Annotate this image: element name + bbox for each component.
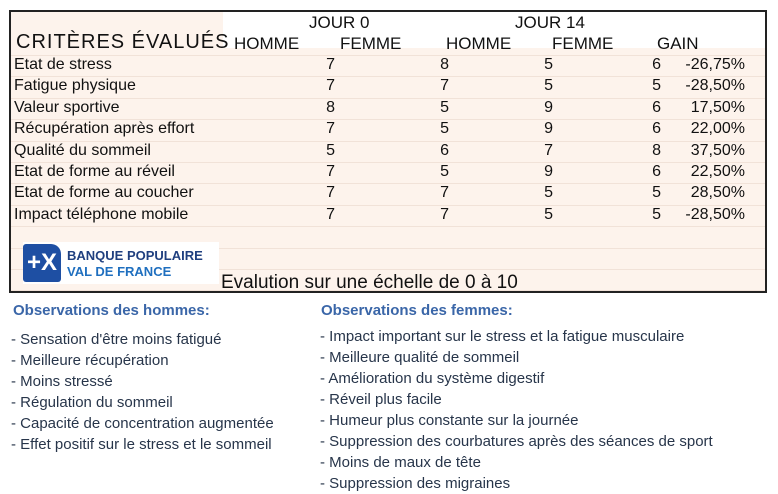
cell-f0: 5 [440, 163, 449, 180]
col-femme-day14: FEMME [552, 34, 614, 53]
observations-women-list [320, 326, 713, 494]
table-row [11, 184, 765, 205]
cell-h14: 5 [544, 77, 553, 95]
criterion-label: Etat de stress [14, 56, 112, 73]
cell-gain: 28,50% [690, 184, 745, 202]
observation-item: - Meilleure qualité de sommeil [320, 349, 520, 366]
cell-f0: 7 [440, 184, 449, 202]
criterion-label: Fatigue physique [14, 77, 136, 95]
criterion-label: Etat de forme au coucher [14, 184, 194, 202]
col-gain: GAIN [657, 34, 699, 53]
cell-h0: 7 [326, 77, 335, 95]
cell-f14: 8 [652, 141, 661, 159]
cell-h0: 7 [326, 184, 335, 202]
observation-item: - Impact important sur le stress et la fatigue musculaire [320, 328, 685, 345]
day14-header: JOUR 14 [515, 13, 585, 32]
observations-men-list [11, 329, 274, 455]
logo-text-line1: BANQUE POPULAIRE [67, 248, 203, 263]
cell-gain: -28,50% [685, 205, 745, 223]
cell-h0: 5 [326, 141, 335, 159]
col-homme-day14: HOMME [446, 34, 512, 53]
cell-f0: 5 [440, 98, 449, 116]
criterion-label: Impact téléphone mobile [14, 205, 189, 223]
cell-h14: 5 [544, 184, 553, 202]
cell-gain: 22,00% [690, 120, 745, 138]
criterion-label: Valeur sportive [14, 98, 120, 116]
observations-women-title: Observations des femmes: [321, 302, 513, 319]
criteria-title: CRITÈRES ÉVALUÉS [16, 31, 230, 53]
cell-f14: 6 [652, 98, 661, 116]
cell-h14: 7 [544, 141, 553, 159]
observation-item: - Effet positif sur le stress et le sommeil [11, 436, 272, 453]
observation-item: - Capacité de concentration augmentée [11, 415, 274, 432]
observation-item: - Moins de maux de tête [320, 454, 481, 471]
cell-f14: 6 [652, 56, 661, 73]
banque-populaire-icon: +X [23, 244, 61, 282]
cell-h0: 7 [326, 163, 335, 180]
observation-item: - Réveil plus facile [320, 391, 442, 408]
table-row [11, 206, 765, 227]
observation-item: - Amélioration du système digestif [320, 370, 545, 387]
cell-f14: 5 [652, 77, 661, 95]
day0-header: JOUR 0 [309, 13, 370, 32]
logo-text-line2: VAL DE FRANCE [67, 264, 172, 279]
cell-f14: 6 [652, 120, 661, 138]
observation-item: - Meilleure récupération [11, 352, 169, 369]
cell-gain: 17,50% [690, 98, 745, 116]
cell-gain: -26,75% [685, 56, 745, 73]
cell-h14: 9 [544, 98, 553, 116]
cell-h0: 7 [326, 120, 335, 138]
observation-item: - Suppression des courbatures après des séances de sport [320, 433, 713, 450]
cell-f14: 6 [652, 163, 661, 180]
col-homme-day0: HOMME [234, 34, 300, 53]
criterion-label: Récupération après effort [14, 120, 195, 138]
cell-f0: 8 [440, 56, 449, 73]
cell-h14: 5 [544, 56, 553, 73]
results-table [9, 10, 767, 293]
cell-h0: 8 [326, 98, 335, 116]
observation-item: - Moins stressé [11, 373, 113, 390]
table-row [11, 56, 765, 77]
cell-f0: 7 [440, 205, 449, 223]
cell-h0: 7 [326, 205, 335, 223]
col-femme-day0: FEMME [340, 34, 402, 53]
cell-h0: 7 [326, 56, 335, 73]
cell-gain: 22,50% [690, 163, 745, 180]
cell-gain: 37,50% [690, 141, 745, 159]
observation-item: - Humeur plus constante sur la journée [320, 412, 579, 429]
table-row [11, 163, 765, 184]
cell-h14: 9 [544, 163, 553, 180]
cell-h14: 9 [544, 120, 553, 138]
table-row [11, 99, 765, 120]
observation-item: - Sensation d'être moins fatigué [11, 331, 222, 348]
observations-men-title: Observations des hommes: [13, 302, 210, 319]
cell-gain: -28,50% [685, 77, 745, 95]
banque-populaire-logo [23, 242, 219, 284]
cell-f0: 6 [440, 141, 449, 159]
table-row [11, 142, 765, 163]
criterion-label: Qualité du sommeil [14, 141, 151, 159]
observation-item: - Suppression des migraines [320, 475, 511, 492]
observation-item: - Régulation du sommeil [11, 394, 173, 411]
cell-f14: 5 [652, 205, 661, 223]
table-row [11, 120, 765, 141]
cell-f0: 7 [440, 77, 449, 95]
criterion-label: Etat de forme au réveil [14, 163, 175, 180]
scale-note: Evalution sur une échelle de 0 à 10 [221, 272, 518, 293]
cell-f0: 5 [440, 120, 449, 138]
table-row [11, 77, 765, 98]
cell-h14: 5 [544, 205, 553, 223]
cell-f14: 5 [652, 184, 661, 202]
